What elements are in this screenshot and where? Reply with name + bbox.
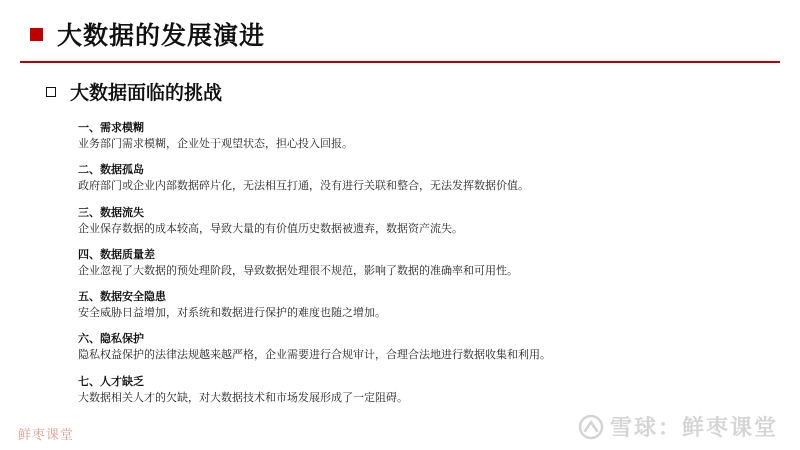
challenge-description: 企业忽视了大数据的预处理阶段，导致数据处理很不规范，影响了数据的准确率和可用性。 xyxy=(78,263,518,277)
title-divider xyxy=(20,61,780,63)
challenge-heading: 三、数据流失 xyxy=(78,205,144,219)
title-marker-icon xyxy=(30,28,43,41)
brand-label: 鲜枣课堂 xyxy=(18,428,75,443)
challenge-description: 企业保存数据的成本较高，导致大量的有价值历史数据被遗弃，数据资产流失。 xyxy=(78,221,463,235)
challenge-description: 安全威胁日益增加，对系统和数据进行保护的难度也随之增加。 xyxy=(78,306,386,320)
challenge-heading: 二、数据孤岛 xyxy=(78,163,144,177)
challenge-list xyxy=(78,120,758,416)
snowball-logo-icon xyxy=(578,414,604,440)
slide-title: 大数据的发展演进 xyxy=(57,21,266,50)
challenge-item xyxy=(78,247,758,289)
challenge-item xyxy=(78,162,758,204)
challenge-heading: 六、隐私保护 xyxy=(78,332,144,346)
challenge-item xyxy=(78,120,758,162)
challenge-heading: 五、数据安全隐患 xyxy=(78,290,166,304)
challenge-item xyxy=(78,331,758,373)
challenge-description: 隐私权益保护的法律法规越来越严格，企业需要进行合规审计，合理合法地进行数据收集和利用。 xyxy=(78,348,551,362)
challenge-heading: 七、人才缺乏 xyxy=(78,374,144,388)
challenge-heading: 四、数据质量差 xyxy=(78,247,155,261)
square-bullet-icon xyxy=(46,87,56,97)
challenge-description: 大数据相关人才的欠缺，对大数据技术和市场发展形成了一定阻碍。 xyxy=(78,390,408,404)
challenge-item xyxy=(78,289,758,331)
section-heading-text: 大数据面临的挑战 xyxy=(70,82,223,104)
title-bar xyxy=(30,14,265,54)
watermark xyxy=(578,411,778,442)
section-heading xyxy=(46,78,222,105)
challenge-item xyxy=(78,374,758,416)
challenge-item xyxy=(78,205,758,247)
watermark-text: 雪球：鲜枣课堂 xyxy=(609,416,778,441)
challenge-heading: 一、需求模糊 xyxy=(78,121,144,134)
challenge-description: 政府部门或企业内部数据碎片化，无法相互打通，没有进行关联和整合，无法发挥数据价值。 xyxy=(78,179,529,193)
challenge-description: 业务部门需求模糊，企业处于观望状态，担心投入回报。 xyxy=(78,137,353,150)
